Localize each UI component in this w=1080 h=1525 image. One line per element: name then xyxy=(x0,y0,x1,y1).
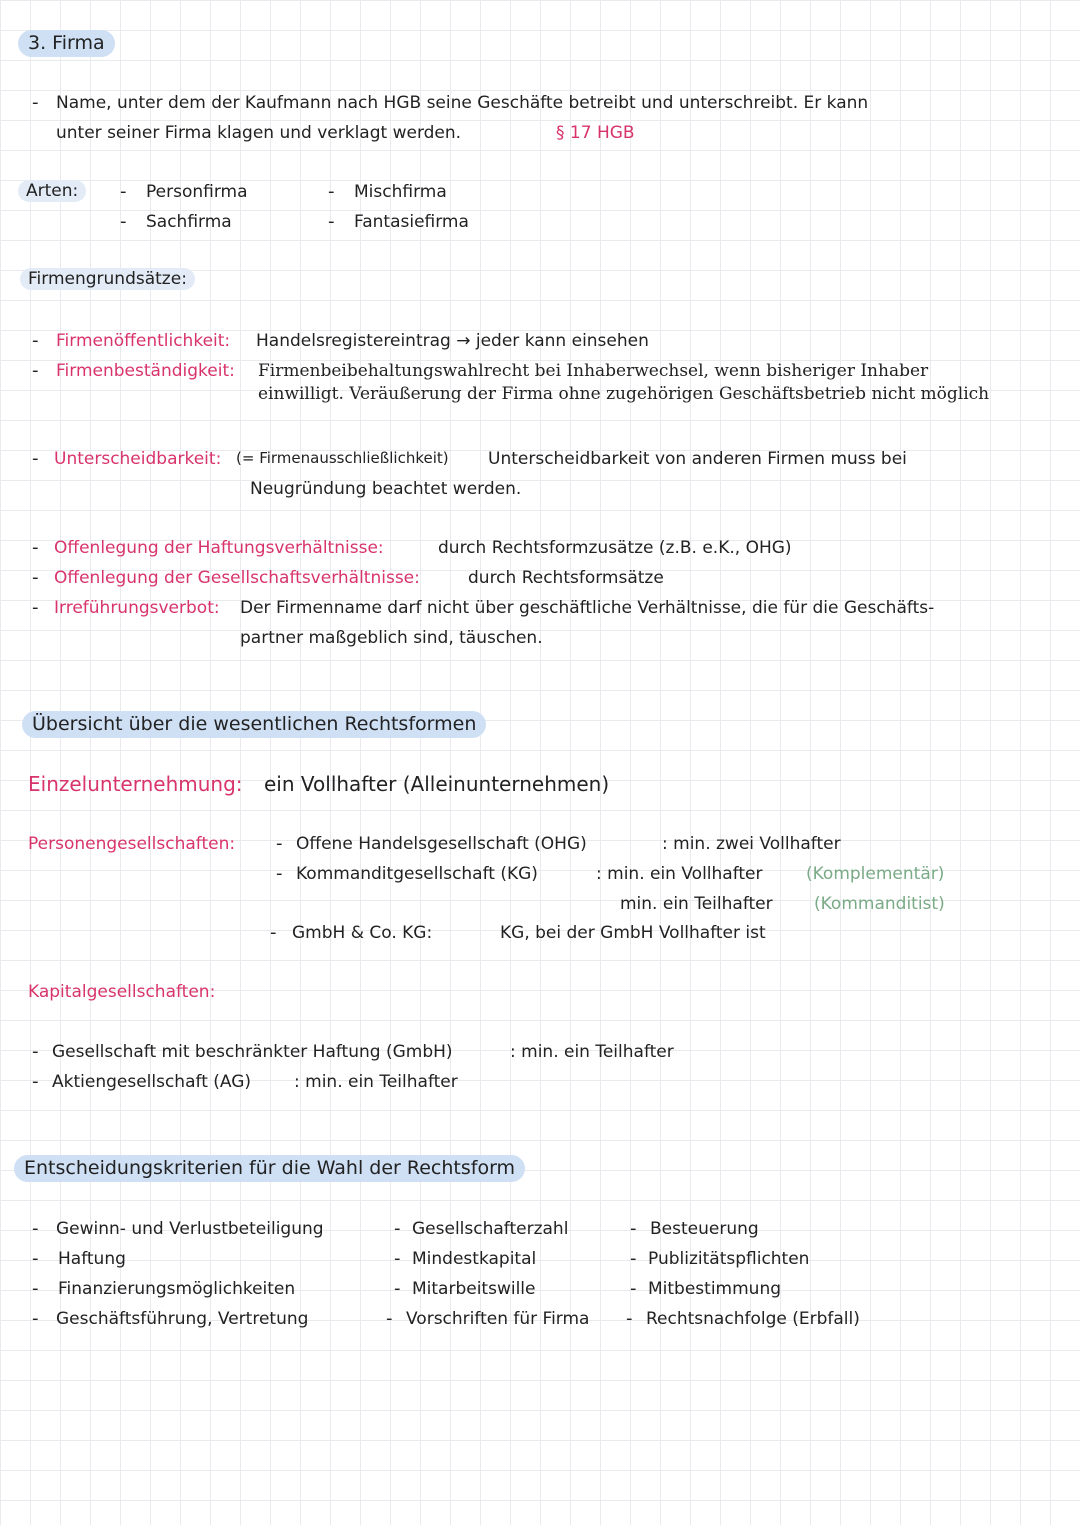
grundsatz-paren: (= Firmenausschließlichkeit) xyxy=(236,449,449,467)
gmbh-desc: : min. ein Teilhafter xyxy=(510,1042,674,1062)
bullet-dash: - xyxy=(394,1248,401,1269)
bullet-dash: - xyxy=(32,92,39,113)
kg-desc-1: : min. ein Vollhafter xyxy=(596,864,763,884)
intro-line2: unter seiner Firma klagen und verklagt werden. xyxy=(56,123,462,143)
kriterium-item: Haftung xyxy=(58,1249,126,1269)
uebersicht-title: Übersicht über die wesentlichen Rechtsformen xyxy=(22,711,486,738)
bullet-dash: - xyxy=(32,567,39,588)
kriterium-item: Gewinn- und Verlustbeteiligung xyxy=(56,1219,324,1239)
bullet-dash: - xyxy=(386,1308,393,1329)
grundsatz-term: Firmenöffentlichkeit: xyxy=(56,331,231,351)
bullet-dash: - xyxy=(32,1041,39,1062)
grundsatz-text: durch Rechtsformsätze xyxy=(468,568,664,588)
kriterium-item: Vorschriften für Firma xyxy=(406,1309,590,1329)
bullet-dash: - xyxy=(32,597,39,618)
gmbh-co-desc: KG, bei der GmbH Vollhafter ist xyxy=(500,923,766,943)
grundsatz-term: Irreführungsverbot: xyxy=(54,598,220,618)
intro-line1: Name, unter dem der Kaufmann nach HGB seine Geschäfte betreibt und unterschreibt. Er kann xyxy=(56,93,869,113)
bullet-dash: - xyxy=(32,1308,39,1329)
kriterium-item: Mindestkapital xyxy=(412,1249,537,1269)
bullet-dash: - xyxy=(32,1218,39,1239)
arten-item: Fantasiefirma xyxy=(354,212,469,232)
ohg-desc: : min. zwei Vollhafter xyxy=(662,834,841,854)
bullet-dash: - xyxy=(394,1218,401,1239)
kg-desc-2: min. ein Teilhafter xyxy=(620,894,773,914)
einzel-text: ein Vollhafter (Alleinunternehmen) xyxy=(264,772,610,796)
kriterium-item: Mitbestimmung xyxy=(648,1279,782,1299)
bullet-dash: - xyxy=(394,1278,401,1299)
kapital-label: Kapitalgesellschaften: xyxy=(28,982,216,1002)
grundsatz-text: Unterscheidbarkeit von anderen Firmen muss bei xyxy=(488,449,907,469)
ohg-name: Offene Handelsgesellschaft (OHG) xyxy=(296,834,587,854)
bullet-dash: - xyxy=(630,1218,637,1239)
kriterium-item: Mitarbeitswille xyxy=(412,1279,536,1299)
bullet-dash: - xyxy=(32,360,39,381)
grundsatz-text: Handelsregistereintrag → jeder kann einsehen xyxy=(256,331,649,351)
grundsatz-term: Firmenbeständigkeit: xyxy=(56,361,235,381)
arten-item: Personfirma xyxy=(146,182,248,202)
bullet-dash: - xyxy=(630,1248,637,1269)
section-title: 3. Firma xyxy=(18,30,115,57)
grundsatz-term: Offenlegung der Gesellschaftsverhältnisse: xyxy=(54,568,420,588)
bullet-dash: - xyxy=(626,1308,633,1329)
kg-role-2: (Kommanditist) xyxy=(814,894,945,914)
grundsatz-text: partner maßgeblich sind, täuschen. xyxy=(240,628,543,648)
kg-name: Kommanditgesellschaft (KG) xyxy=(296,864,538,884)
bullet-dash: - xyxy=(32,1248,39,1269)
kriterium-item: Geschäftsführung, Vertretung xyxy=(56,1309,309,1329)
bullet-dash: - xyxy=(32,1071,39,1092)
grundsatz-text: durch Rechtsformzusätze (z.B. e.K., OHG) xyxy=(438,538,792,558)
bullet-dash: - xyxy=(32,330,39,351)
intro-ref: § 17 HGB xyxy=(556,123,635,143)
grundsatz-text: Firmenbeibehaltungswahlrecht bei Inhaberwechsel, wenn bisheriger Inhaber einwilligt. Veräußerung der Firma ohne zugehörigen Geschäftsbetrieb nicht möglich xyxy=(258,361,990,404)
grundsatz-text: Neugründung beachtet werden. xyxy=(250,479,522,499)
bullet-dash: - xyxy=(276,863,283,884)
bullet-dash: - xyxy=(328,181,335,202)
kriterium-item: Publizitätspflichten xyxy=(648,1249,810,1269)
personen-label: Personengesellschaften: xyxy=(28,834,236,854)
kriterien-title: Entscheidungskriterien für die Wahl der Rechtsform xyxy=(14,1155,525,1182)
arten-label: Arten: xyxy=(18,180,86,202)
bullet-dash: - xyxy=(270,922,277,943)
grundsatz-text: Der Firmenname darf nicht über geschäftliche Verhältnisse, die für die Geschäfts- xyxy=(240,598,935,618)
ag-desc: : min. ein Teilhafter xyxy=(294,1072,458,1092)
bullet-dash: - xyxy=(32,537,39,558)
kriterium-item: Gesellschafterzahl xyxy=(412,1219,569,1239)
ag-name: Aktiengesellschaft (AG) xyxy=(52,1072,252,1092)
gmbh-co-name: GmbH & Co. KG: xyxy=(292,923,433,943)
grundsatz-term: Offenlegung der Haftungsverhältnisse: xyxy=(54,538,384,558)
arten-item: Sachfirma xyxy=(146,212,232,232)
kg-role-1: (Komplementär) xyxy=(806,864,945,884)
kriterium-item: Rechtsnachfolge (Erbfall) xyxy=(646,1309,860,1329)
bullet-dash: - xyxy=(120,181,127,202)
gmbh-name: Gesellschaft mit beschränkter Haftung (GmbH) xyxy=(52,1042,453,1062)
bullet-dash: - xyxy=(120,211,127,232)
bullet-dash: - xyxy=(32,1278,39,1299)
kriterium-item: Besteuerung xyxy=(650,1219,759,1239)
kriterium-item: Finanzierungsmöglichkeiten xyxy=(58,1279,296,1299)
grundsaetze-title: Firmengrundsätze: xyxy=(20,268,195,290)
grundsatz-term: Unterscheidbarkeit: xyxy=(54,449,222,469)
arten-item: Mischfirma xyxy=(354,182,447,202)
bullet-dash: - xyxy=(630,1278,637,1299)
bullet-dash: - xyxy=(328,211,335,232)
bullet-dash: - xyxy=(32,448,39,469)
bullet-dash: - xyxy=(276,833,283,854)
einzel-label: Einzelunternehmung: xyxy=(28,772,243,796)
